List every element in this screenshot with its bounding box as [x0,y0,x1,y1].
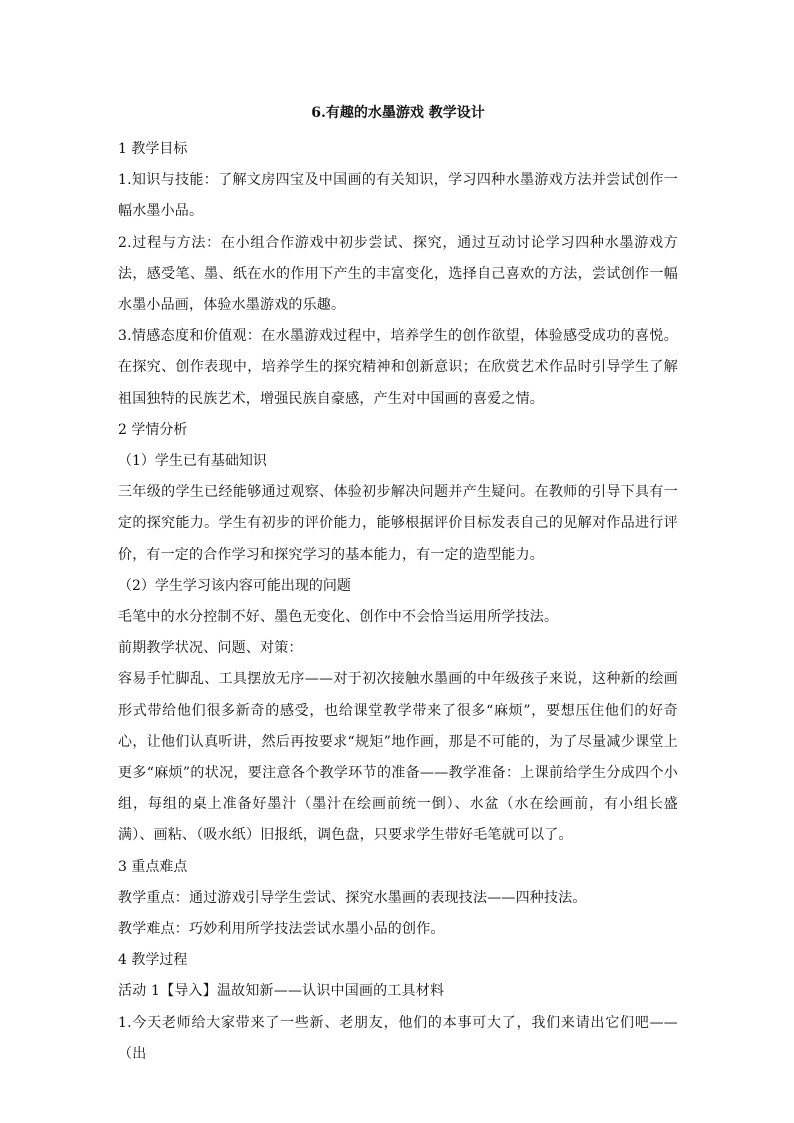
section-heading-objectives: 1 教学目标 [118,141,188,157]
paragraph: 教学难点：巧妙利用所学技法尝试水墨小品的创作。 [118,921,445,938]
sub-heading: （2）学生学习该内容可能出现的问题 [118,577,351,594]
section-heading-analysis: 2 学情分析 [118,421,188,438]
paragraph: 三年级的学生已经能够通过观察、体验初步解决问题并产生疑问。在教师的引导下具有一定的探究能力。学生有初步的评价能力，能够根据评价目标发表自己的见解对作品进行评价，有一定的合作学习和探究学习的基本能力，有一定的造型能力。 [118,484,678,563]
section-heading-process: 4 教学过程 [118,952,188,969]
paragraph: 1.知识与技能：了解文房四宝及中国画的有关知识，学习四种水墨游戏方法并尝试创作一幅水墨小品。 [118,172,678,220]
paragraph: 活动 1【导入】温故知新——认识中国画的工具材料 [118,983,445,1000]
sub-heading: （1）学生已有基础知识 [118,453,267,470]
document-page [118,104,678,1070]
paragraph: 3.情感态度和价值观：在水墨游戏过程中，培养学生的创作欲望，体验感受成功的喜悦。在探究、创作表现中，培养学生的探究精神和创新意识；在欣赏艺术作品时引导学生了解祖国独特的民族艺术，增强民族自豪感，产生对中国画的喜爱之情。 [118,328,678,407]
paragraph: 毛笔中的水分控制不好、墨色无变化、创作中不会恰当运用所学技法。 [118,609,559,626]
document-title: 6.有趣的水墨游戏 教学设计 [311,105,485,121]
paragraph: 教学重点：通过游戏引导学生尝试、探究水墨画的表现技法——四种技法。 [118,889,587,906]
paragraph: 容易手忙脚乱、工具摆放无序——对于初次接触水墨画的中年级孩子来说，这种新的绘画形式带给他们很多新奇的感受，也给课堂教学带来了很多“麻烦”，要想压住他们的好奇心，让他们认真听讲，然后再按要求“规矩”地作画，那是不可能的，为了尽量减少课堂上更多“麻烦”的状况，要注意各个教学环节的准备——教学准备：上课前给学生分成四个小组，每组的桌上准备好墨汁（墨汁在绘画前统一倒）、水盆（水在绘画前，有小组长盛满）、画粘、（吸水纸）旧报纸，调色盘，只要求学生带好毛笔就可以了。 [118,671,678,844]
paragraph: 2.过程与方法：在小组合作游戏中初步尝试、探究，通过互动讨论学习四种水墨游戏方法，感受笔、墨、纸在水的作用下产生的丰富变化，选择自己喜欢的方法，尝试创作一幅水墨小品画，体验水墨游戏的乐趣。 [118,234,678,314]
paragraph: 前期教学状况、问题、对策： [118,640,303,657]
paragraph: 1.今天老师给大家带来了一些新、老朋友，他们的本事可大了，我们来请出它们吧——（出 [118,1014,678,1062]
section-heading-key-points: 3 重点难点 [118,858,188,875]
